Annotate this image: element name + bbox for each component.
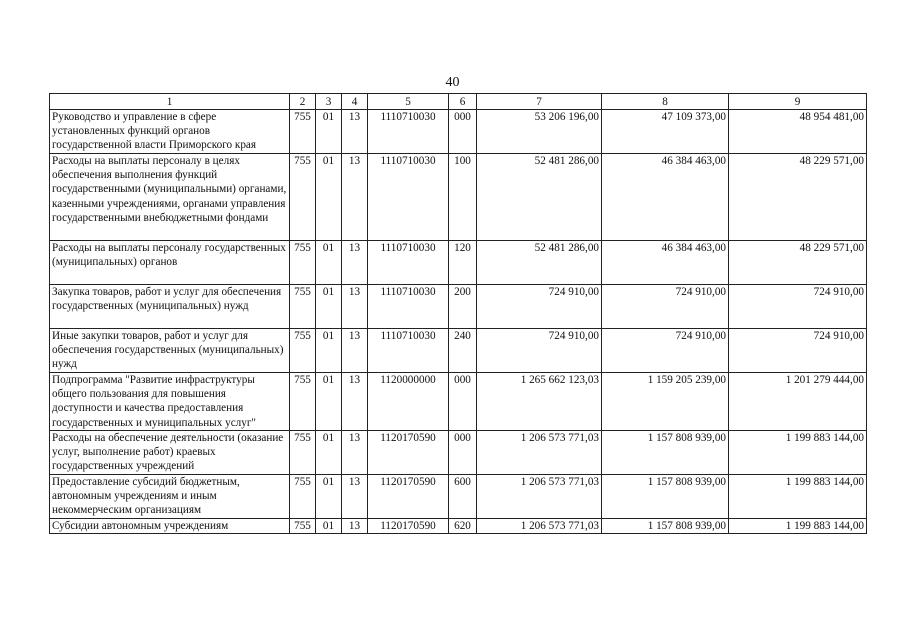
code-col4: 13 bbox=[342, 154, 368, 241]
code-col3: 01 bbox=[316, 154, 342, 241]
code-col2: 755 bbox=[290, 475, 316, 519]
amount-col7: 52 481 286,00 bbox=[477, 154, 602, 241]
header-cell: 2 bbox=[290, 94, 316, 110]
code-col3: 01 bbox=[316, 329, 342, 373]
item-name: Расходы на выплаты персоналу государственных (муниципальных) органов bbox=[50, 241, 290, 285]
code-col4: 13 bbox=[342, 431, 368, 475]
header-cell: 7 bbox=[477, 94, 602, 110]
amount-col9: 48 229 571,00 bbox=[729, 241, 867, 285]
item-name: Подпрограмма "Развитие инфраструктуры общего пользования для повышения доступности и качества предоставления государственных и муниципальных услуг" bbox=[50, 373, 290, 431]
amount-col9: 724 910,00 bbox=[729, 285, 867, 329]
amount-col9: 1 201 279 444,00 bbox=[729, 373, 867, 431]
table-row bbox=[50, 110, 867, 154]
amount-col7: 724 910,00 bbox=[477, 329, 602, 373]
code-col3: 01 bbox=[316, 373, 342, 431]
code-col4: 13 bbox=[342, 241, 368, 285]
code-col6: 000 bbox=[449, 431, 477, 475]
amount-col7: 1 206 573 771,03 bbox=[477, 475, 602, 519]
amount-col8: 47 109 373,00 bbox=[602, 110, 729, 154]
code-col6: 000 bbox=[449, 373, 477, 431]
code-col5: 1110710030 bbox=[368, 329, 449, 373]
amount-col8: 1 157 808 939,00 bbox=[602, 431, 729, 475]
amount-col9: 48 954 481,00 bbox=[729, 110, 867, 154]
code-col6: 240 bbox=[449, 329, 477, 373]
amount-col8: 1 157 808 939,00 bbox=[602, 519, 729, 534]
code-col5: 1110710030 bbox=[368, 285, 449, 329]
code-col4: 13 bbox=[342, 475, 368, 519]
code-col6: 100 bbox=[449, 154, 477, 241]
table-row bbox=[50, 431, 867, 475]
item-name: Иные закупки товаров, работ и услуг для обеспечения государственных (муниципальных) нужд bbox=[50, 329, 290, 373]
item-name: Руководство и управление в сфере установленных функций органов государственной власти Приморского края bbox=[50, 110, 290, 154]
table-row bbox=[50, 373, 867, 431]
item-name: Предоставление субсидий бюджетным, автономным учреждениям и иным некоммерческим организациям bbox=[50, 475, 290, 519]
amount-col7: 53 206 196,00 bbox=[477, 110, 602, 154]
code-col4: 13 bbox=[342, 519, 368, 534]
code-col4: 13 bbox=[342, 285, 368, 329]
code-col5: 1120170590 bbox=[368, 431, 449, 475]
code-col5: 1110710030 bbox=[368, 154, 449, 241]
code-col3: 01 bbox=[316, 431, 342, 475]
code-col4: 13 bbox=[342, 329, 368, 373]
item-name: Расходы на выплаты персоналу в целях обеспечения выполнения функций государственными (муниципальными) органами, казенными учреждениями, органами управления государственными внебюджетными фондами bbox=[50, 154, 290, 241]
code-col2: 755 bbox=[290, 431, 316, 475]
table-row bbox=[50, 329, 867, 373]
table-row bbox=[50, 475, 867, 519]
code-col6: 620 bbox=[449, 519, 477, 534]
code-col5: 1110710030 bbox=[368, 241, 449, 285]
table-row bbox=[50, 241, 867, 285]
code-col2: 755 bbox=[290, 285, 316, 329]
code-col2: 755 bbox=[290, 154, 316, 241]
amount-col9: 724 910,00 bbox=[729, 329, 867, 373]
table-row bbox=[50, 519, 867, 534]
code-col5: 1120170590 bbox=[368, 475, 449, 519]
header-cell: 3 bbox=[316, 94, 342, 110]
amount-col7: 1 206 573 771,03 bbox=[477, 519, 602, 534]
amount-col8: 46 384 463,00 bbox=[602, 154, 729, 241]
code-col3: 01 bbox=[316, 241, 342, 285]
item-name: Субсидии автономным учреждениям bbox=[50, 519, 290, 534]
code-col3: 01 bbox=[316, 475, 342, 519]
code-col5: 1120000000 bbox=[368, 373, 449, 431]
amount-col8: 46 384 463,00 bbox=[602, 241, 729, 285]
code-col3: 01 bbox=[316, 519, 342, 534]
code-col5: 1110710030 bbox=[368, 110, 449, 154]
amount-col7: 1 206 573 771,03 bbox=[477, 431, 602, 475]
item-name: Расходы на обеспечение деятельности (оказание услуг, выполнение работ) краевых государственных учреждений bbox=[50, 431, 290, 475]
code-col6: 120 bbox=[449, 241, 477, 285]
code-col2: 755 bbox=[290, 329, 316, 373]
table-row bbox=[50, 285, 867, 329]
amount-col8: 1 157 808 939,00 bbox=[602, 475, 729, 519]
amount-col8: 724 910,00 bbox=[602, 329, 729, 373]
header-cell: 6 bbox=[449, 94, 477, 110]
header-cell: 1 bbox=[50, 94, 290, 110]
amount-col7: 1 265 662 123,03 bbox=[477, 373, 602, 431]
amount-col9: 48 229 571,00 bbox=[729, 154, 867, 241]
amount-col7: 52 481 286,00 bbox=[477, 241, 602, 285]
code-col3: 01 bbox=[316, 285, 342, 329]
code-col2: 755 bbox=[290, 110, 316, 154]
table-row bbox=[50, 154, 867, 241]
header-row bbox=[50, 94, 867, 110]
amount-col8: 1 159 205 239,00 bbox=[602, 373, 729, 431]
item-name: Закупка товаров, работ и услуг для обеспечения государственных (муниципальных) нужд bbox=[50, 285, 290, 329]
code-col6: 000 bbox=[449, 110, 477, 154]
code-col5: 1120170590 bbox=[368, 519, 449, 534]
amount-col9: 1 199 883 144,00 bbox=[729, 475, 867, 519]
header-cell: 8 bbox=[602, 94, 729, 110]
amount-col9: 1 199 883 144,00 bbox=[729, 431, 867, 475]
code-col6: 600 bbox=[449, 475, 477, 519]
code-col6: 200 bbox=[449, 285, 477, 329]
header-cell: 5 bbox=[368, 94, 449, 110]
code-col4: 13 bbox=[342, 110, 368, 154]
page-number: 40 bbox=[445, 75, 460, 90]
code-col2: 755 bbox=[290, 241, 316, 285]
amount-col7: 724 910,00 bbox=[477, 285, 602, 329]
amount-col9: 1 199 883 144,00 bbox=[729, 519, 867, 534]
header-cell: 9 bbox=[729, 94, 867, 110]
code-col4: 13 bbox=[342, 373, 368, 431]
budget-table bbox=[49, 93, 867, 534]
amount-col8: 724 910,00 bbox=[602, 285, 729, 329]
header-cell: 4 bbox=[342, 94, 368, 110]
code-col3: 01 bbox=[316, 110, 342, 154]
code-col2: 755 bbox=[290, 373, 316, 431]
code-col2: 755 bbox=[290, 519, 316, 534]
